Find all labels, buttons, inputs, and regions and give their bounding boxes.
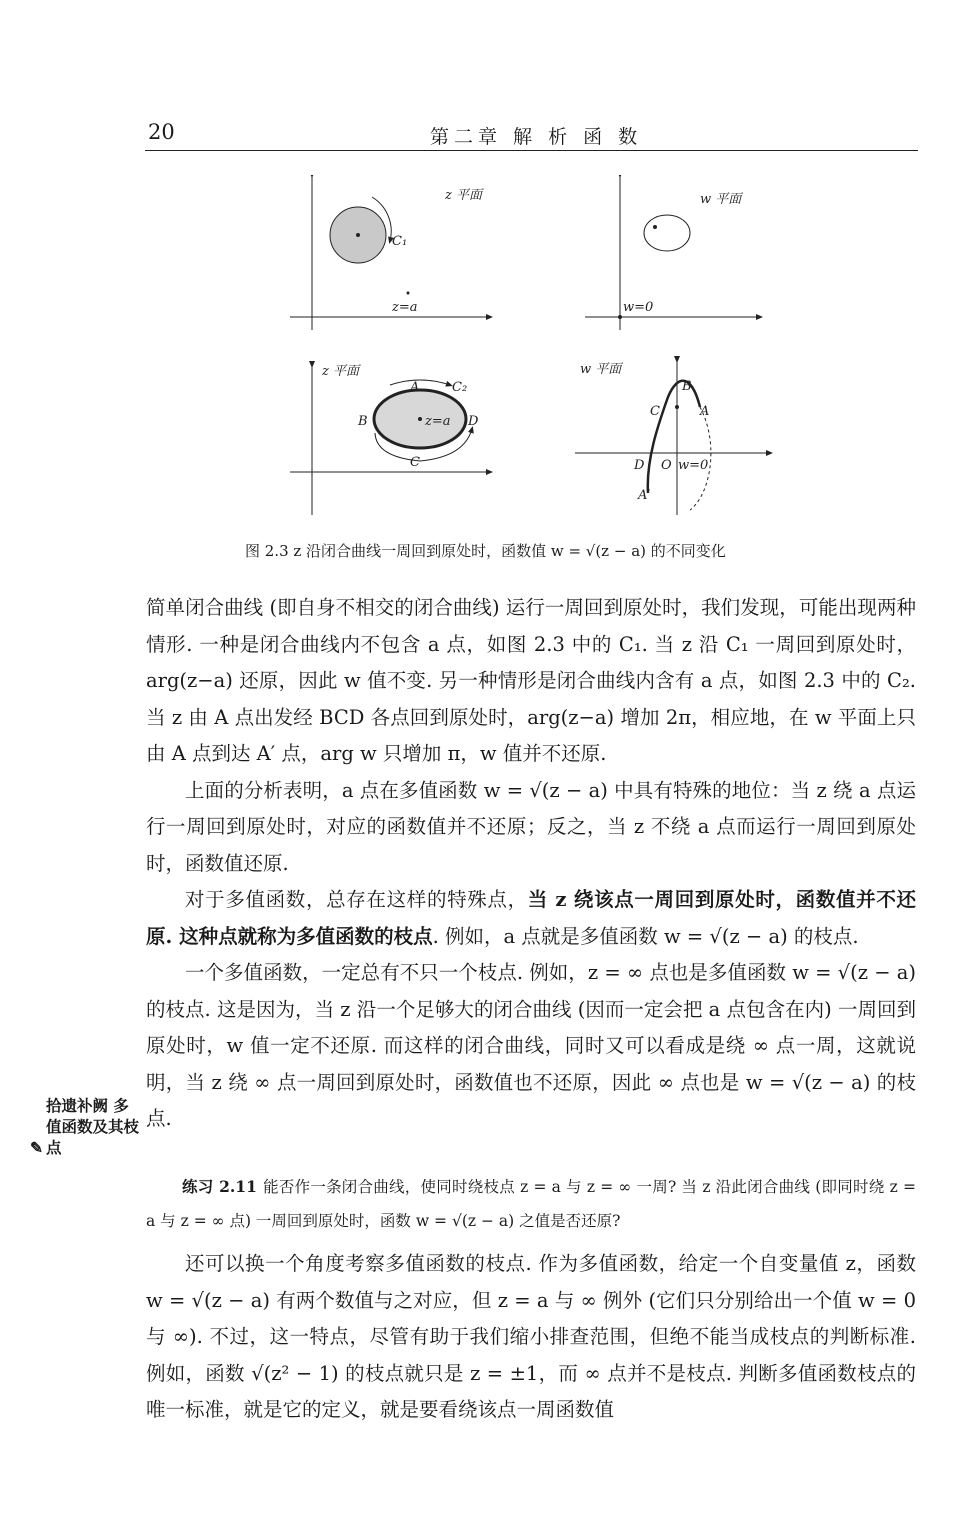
- label-c: C: [650, 404, 660, 419]
- plane-label-br: w 平面: [580, 362, 622, 377]
- label-a: A: [700, 404, 710, 419]
- plane-label-bl: z 平面: [322, 364, 359, 379]
- label-d: D: [468, 414, 479, 429]
- margin-note: [30, 1095, 142, 1158]
- point-a: [418, 417, 422, 421]
- curve-label-c1: C₁: [392, 234, 408, 249]
- paragraph-4: 一个多值函数，一定总有不只一个枝点. 例如，z = ∞ 点也是多值函数 w = √(z − a) 的枝点. 这是因为，当 z 沿一个足够大的闭合曲线 (因而一定会把 a 点包含在内) 一周回到原处时，w 值一定不还原. 而这样的闭合曲线，同时又可以看成是绕 ∞ 点一周，这就说明，当 z 绕 ∞ 点一周回到原处时，函数值也不还原，因此 ∞ 点也是 w = √(z − a) 的枝点.: [146, 961, 917, 1130]
- panel-top-right: [585, 175, 760, 330]
- label-w0: w=0: [678, 458, 709, 473]
- label-za: z=a: [425, 414, 451, 429]
- image-curve: [644, 215, 690, 251]
- start-point: [675, 405, 679, 409]
- label-o: O: [661, 458, 672, 473]
- point-label-za: z=a: [392, 300, 418, 315]
- image-curve: [648, 381, 700, 493]
- paragraph-5: 还可以换一个角度考察多值函数的枝点. 作为多值函数，给定一个自变量值 z，函数 w = √(z − a) 有两个数值与之对应，但 z = a 与 ∞ 例外 (它们只分别给出一个值 w = 0 与 ∞). 不过，这一特点，尽管有助于我们缩小排查范围，但绝不能当成枝点的判断标准. 例如，函数 √(z² − 1) 的枝点就只是 z = ±1，而 ∞ 点并不是枝点. 判断多值函数枝点的唯一标准，就是它的定义，就是要看绕该点一周函数值: [146, 1252, 916, 1421]
- c2-top-arrow: [390, 380, 450, 385]
- origin-point: [618, 315, 622, 319]
- point-a: [407, 292, 410, 295]
- panel-bottom-left: [290, 364, 490, 515]
- panel-bottom-right: [575, 360, 770, 515]
- exercise-text: 能否作一条闭合曲线，使同时绕枝点 z = a 与 z = ∞ 一周? 当 z 沿此闭合曲线 (即同时绕 z = a 与 z = ∞ 点) 一周回到原处时，函数 w = √(z − a) 之值是否还原?: [146, 1178, 916, 1230]
- header-rule: [145, 150, 918, 151]
- paragraph-3: [146, 882, 916, 955]
- plane-label-tl: z 平面: [445, 188, 482, 203]
- label-b: B: [682, 379, 692, 394]
- paragraph-3-lead: 对于多值函数，总存在这样的特殊点，: [185, 888, 528, 911]
- point-label-w0: w=0: [623, 300, 654, 315]
- label-d: D: [634, 458, 645, 473]
- paragraph-1-block: [146, 590, 916, 1138]
- margin-note-text: 拾遗补阙 多值函数及其枝点: [46, 1096, 140, 1157]
- start-point: [356, 233, 360, 237]
- label-a: A: [410, 380, 420, 395]
- paragraph-2: 上面的分析表明，a 点在多值函数 w = √(z − a) 中具有特殊的地位：当 z 绕 a 点运行一周回到原处时，对应的函数值并不还原；反之，当 z 不绕 a 点而运行一周回到原处时，函数值还原.: [146, 778, 916, 875]
- panel-top-left: [290, 175, 490, 330]
- paragraph-1: 简单闭合曲线 (即自身不相交的闭合曲线) 运行一周回到原处时，我们发现，可能出现两种情形. 一种是闭合曲线内不包含 a 点，如图 2.3 中的 C₁. 当 z 沿 C₁ 一周回到原处时，arg(z−a) 还原，因此 w 值不变. 另一种情形是闭合曲线内含有 a 点，如图 2.3 中的 C₂. 当 z 由 A 点出发经 BCD 各点回到原处时，arg(z−a) 增加 2π，相应地，在 w 平面上只由 A 点到达 A′ 点，arg w 只增加 π，w 值并不还原.: [146, 596, 916, 765]
- figure-caption: 图 2.3 z 沿闭合曲线一周回到原处时，函数值 w = √(z − a) 的不同变化: [245, 542, 726, 560]
- figure-2-3: [280, 175, 780, 525]
- chapter-title: 第二章 解 析 函 数: [430, 126, 643, 148]
- note-icon: ✎: [30, 1138, 43, 1157]
- exercise-2-11: [146, 1170, 916, 1238]
- exercise-label: 练习 2.11: [182, 1177, 257, 1196]
- label-c: C: [410, 455, 420, 470]
- branch-point-definition: 当 z 绕该点一周回到原处时，函数值并不还原. 这种点就称为多值函数的枝点: [146, 888, 916, 948]
- plane-label-tr: w 平面: [700, 192, 742, 207]
- page-number: 20: [148, 120, 175, 144]
- paragraph-3-tail: . 例如，a 点就是多值函数 w = √(z − a) 的枝点.: [432, 924, 859, 948]
- start-point: [653, 225, 657, 229]
- label-a-prime: A′: [638, 488, 651, 503]
- paragraph-5-block: [146, 1246, 916, 1429]
- label-b: B: [358, 414, 368, 429]
- label-c2: C₂: [452, 380, 468, 395]
